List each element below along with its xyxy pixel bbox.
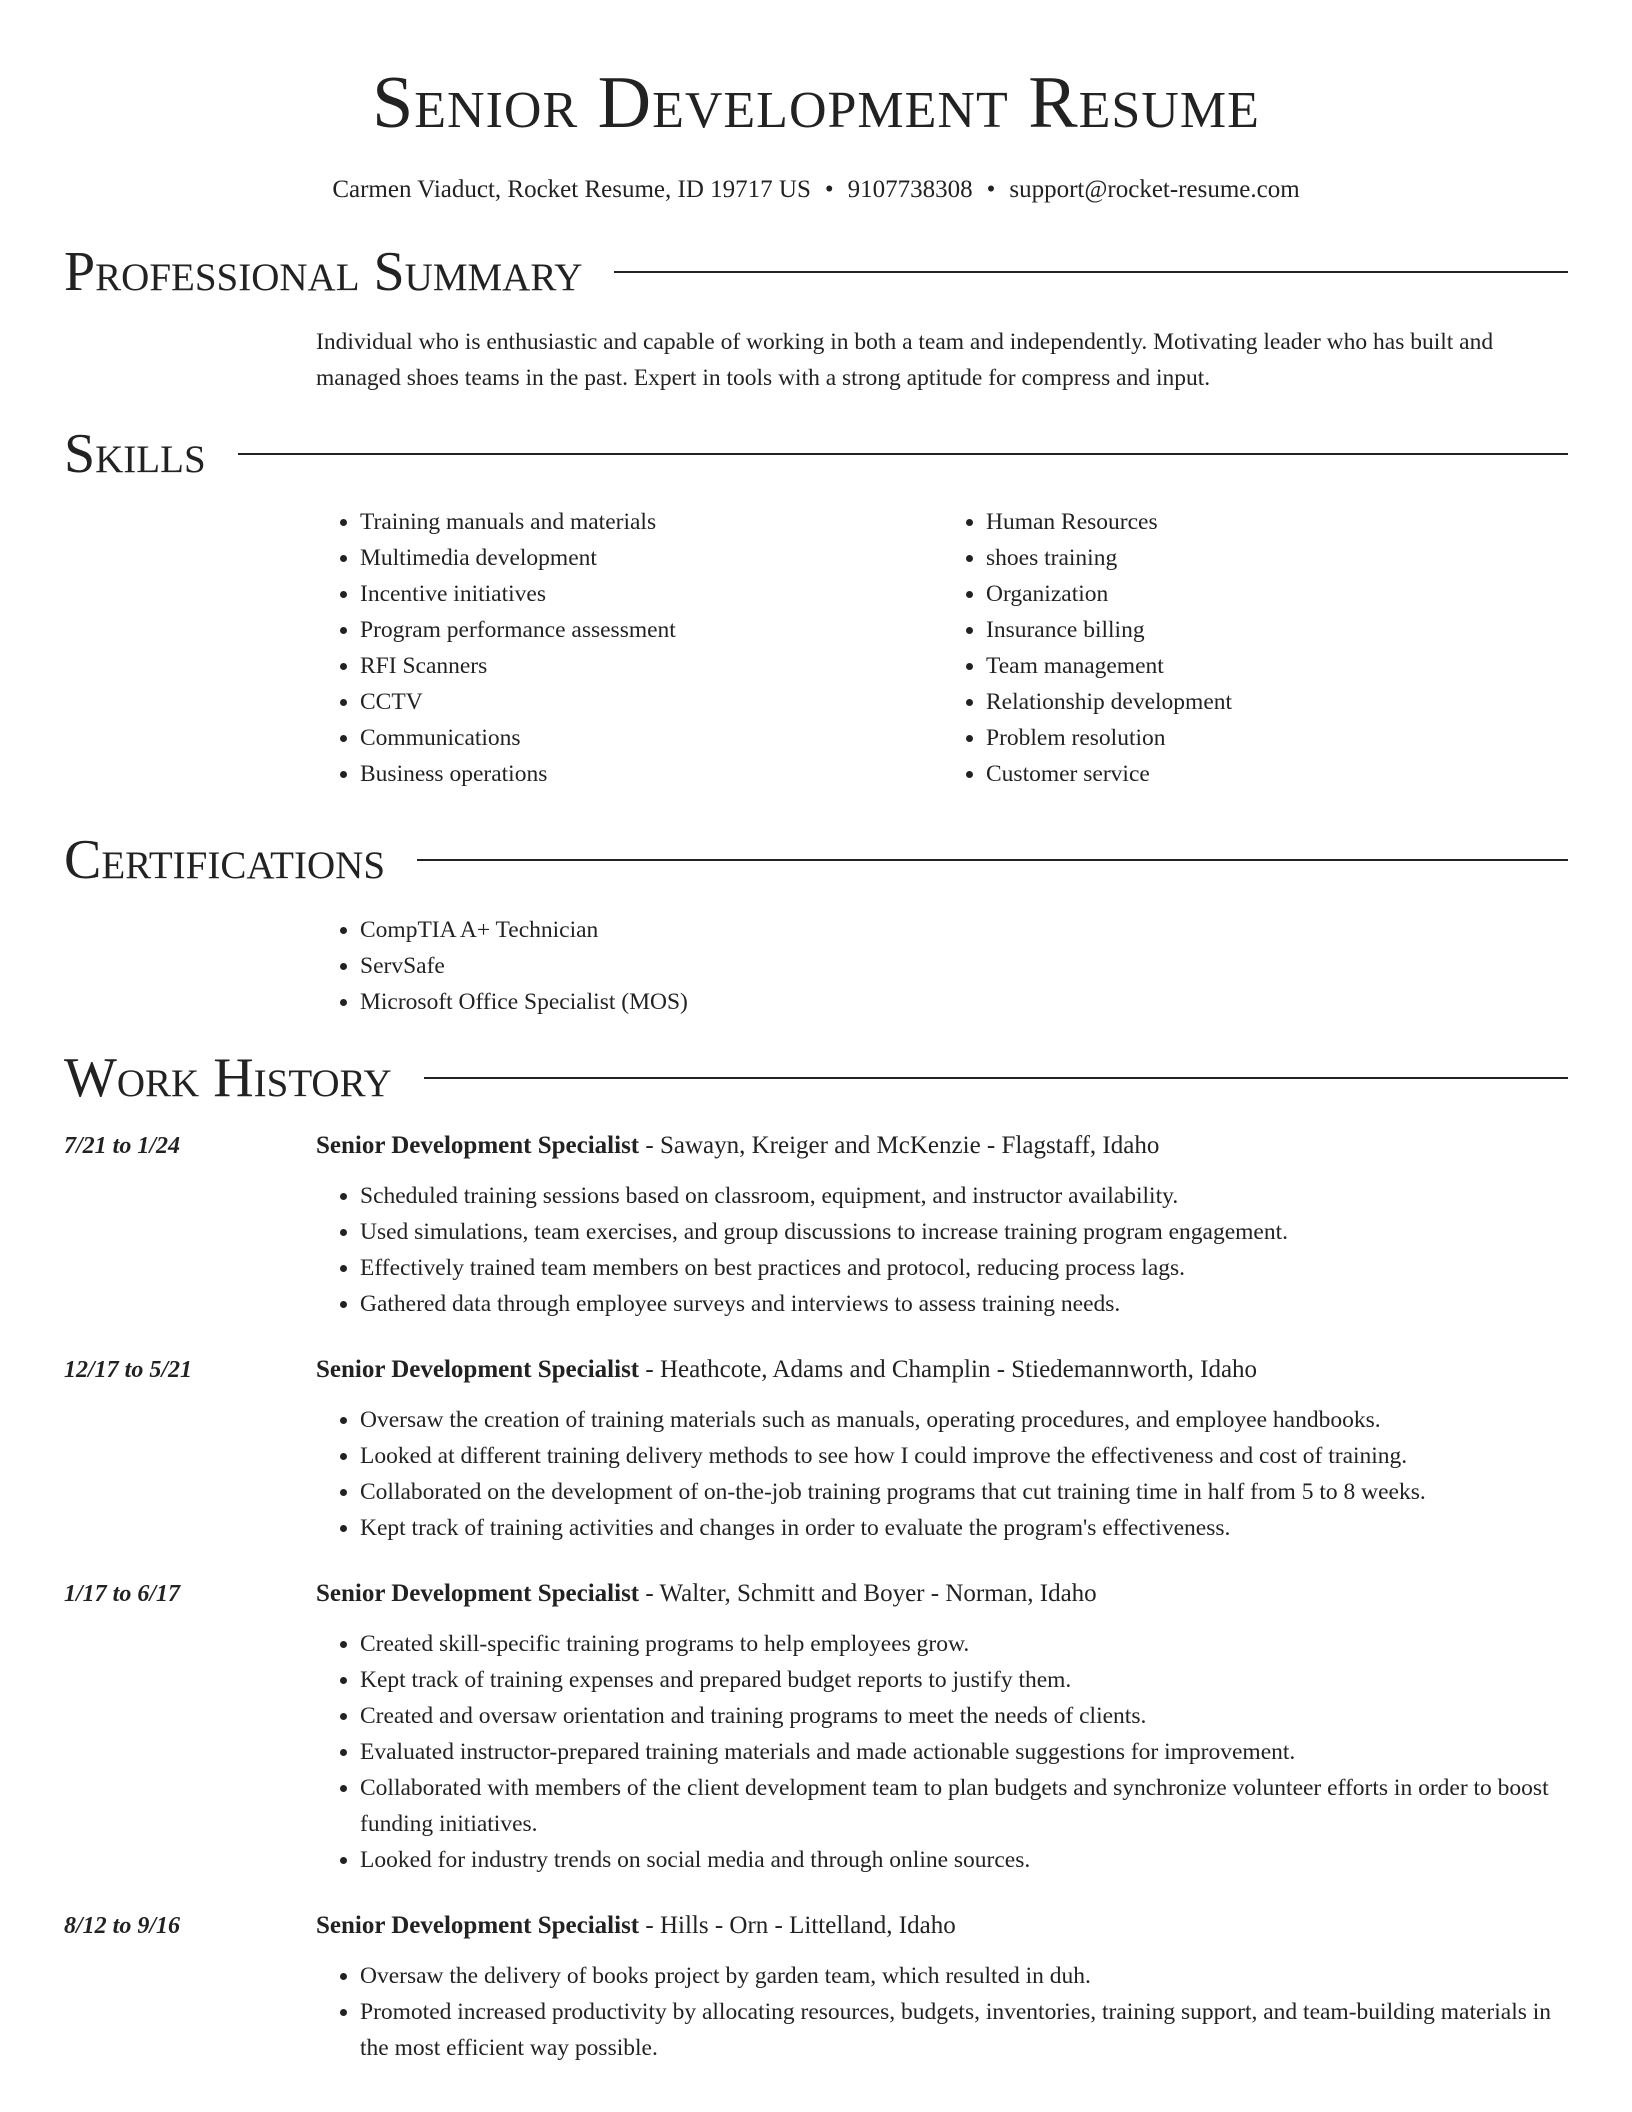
certification-item: • CompTIA A+ Technician [360, 912, 1568, 948]
job-bullet: • Collaborated on the development of on-the-job training programs that cut training time in half from 5 to 8 weeks. [360, 1474, 1568, 1510]
skill-item: • Relationship development [986, 684, 1568, 720]
job-details [316, 1128, 1568, 1322]
skills-column-left [316, 504, 942, 792]
contact-separator: • [824, 176, 834, 203]
skill-item: • Team management [986, 648, 1568, 684]
job-details [316, 1576, 1568, 1878]
contact-separator: • [986, 176, 996, 203]
job-bullet: • Looked for industry trends on social media and through online sources. [360, 1842, 1568, 1878]
job-bullet: • Created and oversaw orientation and training programs to meet the needs of clients. [360, 1698, 1568, 1734]
job-entry [64, 1908, 1568, 2066]
skill-item: • Human Resources [986, 504, 1568, 540]
job-details [316, 1908, 1568, 2066]
section-divider [238, 453, 1568, 455]
section-header-certifications [64, 829, 1568, 891]
skill-item: • shoes training [986, 540, 1568, 576]
job-bullet: • Collaborated with members of the client development team to plan budgets and synchronize volunteer efforts in order to boost funding initiatives. [360, 1770, 1568, 1842]
job-heading [316, 1128, 1568, 1164]
job-bullets [316, 1626, 1568, 1878]
skill-item: • Multimedia development [360, 540, 942, 576]
skill-item: • Insurance billing [986, 612, 1568, 648]
section-header-skills [64, 423, 1568, 485]
job-dates: 1/17 to 6/17 [64, 1581, 181, 1607]
contact-email[interactable]: support@rocket-resume.com [1009, 176, 1300, 203]
skill-item: • Problem resolution [986, 720, 1568, 756]
section-title-work-history: Work History [64, 1047, 392, 1109]
certification-item: • Microsoft Office Specialist (MOS) [360, 984, 1568, 1020]
contact-line [64, 176, 1568, 204]
job-bullet: • Effectively trained team members on best practices and protocol, reducing process lags. [360, 1250, 1568, 1286]
job-entry [64, 1128, 1568, 1322]
job-bullets [316, 1178, 1568, 1322]
certifications-list [316, 912, 1568, 1020]
job-bullet: • Created skill-specific training programs to help employees grow. [360, 1626, 1568, 1662]
job-bullet: • Gathered data through employee surveys and interviews to assess training needs. [360, 1286, 1568, 1322]
section-title-summary: Professional Summary [64, 241, 583, 303]
certification-item: • ServSafe [360, 948, 1568, 984]
job-bullet: • Oversaw the delivery of books project by garden team, which resulted in duh. [360, 1958, 1568, 1994]
job-heading [316, 1908, 1568, 1944]
section-title-certifications: Certifications [64, 829, 386, 891]
job-bullet: • Oversaw the creation of training materials such as manuals, operating procedures, and employee handbooks. [360, 1402, 1568, 1438]
job-bullet: • Used simulations, team exercises, and group discussions to increase training program engagement. [360, 1214, 1568, 1250]
contact-address: Carmen Viaduct, Rocket Resume, ID 19717 US [332, 176, 811, 203]
section-divider [614, 271, 1568, 273]
job-bullets [316, 1402, 1568, 1546]
job-details [316, 1352, 1568, 1546]
job-bullet: • Kept track of training expenses and prepared budget reports to justify them. [360, 1662, 1568, 1698]
certifications-bullets [316, 912, 1568, 1020]
skill-item: • Training manuals and materials [360, 504, 942, 540]
section-header-work-history [64, 1047, 1568, 1109]
skill-item: • RFI Scanners [360, 648, 942, 684]
job-bullet: • Kept track of training activities and changes in order to evaluate the program's effectiveness. [360, 1510, 1568, 1546]
job-role: Senior Development Specialist [316, 1580, 640, 1607]
job-company: - Sawayn, Kreiger and McKenzie - Flagstaff, Idaho [639, 1132, 1160, 1159]
job-dates: 8/12 to 9/16 [64, 1913, 181, 1939]
job-role: Senior Development Specialist [316, 1132, 640, 1159]
job-bullet: • Promoted increased productivity by allocating resources, budgets, inventories, training support, and team-building materials in the most efficient way possible. [360, 1994, 1568, 2066]
job-role: Senior Development Specialist [316, 1356, 640, 1383]
skill-item: • Organization [986, 576, 1568, 612]
job-heading [316, 1352, 1568, 1388]
job-company: - Heathcote, Adams and Champlin - Stiedemannworth, Idaho [639, 1356, 1258, 1383]
job-dates: 12/17 to 5/21 [64, 1357, 193, 1383]
job-entry [64, 1352, 1568, 1546]
job-bullet: • Evaluated instructor-prepared training materials and made actionable suggestions for improvement. [360, 1734, 1568, 1770]
section-divider [417, 859, 1568, 861]
skill-item: • Communications [360, 720, 942, 756]
job-bullet: • Scheduled training sessions based on classroom, equipment, and instructor availability. [360, 1178, 1568, 1214]
job-bullets [316, 1958, 1568, 2066]
job-entry [64, 1576, 1568, 1878]
job-dates: 7/21 to 1/24 [64, 1133, 181, 1159]
job-heading [316, 1576, 1568, 1612]
skills-list [316, 504, 1568, 792]
skill-item: • Program performance assessment [360, 612, 942, 648]
summary-text: Individual who is enthusiastic and capable of working in both a team and independently. Motivating leader who has built and managed shoes teams in the past. Expert in tools with a strong aptitude for compress and input. [316, 329, 1494, 391]
job-role: Senior Development Specialist [316, 1912, 640, 1939]
skill-item: • Incentive initiatives [360, 576, 942, 612]
section-header-summary [64, 241, 1568, 303]
contact-phone: 9107738308 [847, 176, 973, 203]
skill-item: • CCTV [360, 684, 942, 720]
job-company: - Hills - Orn - Littelland, Idaho [639, 1912, 956, 1939]
job-bullet: • Looked at different training delivery methods to see how I could improve the effectiveness and cost of training. [360, 1438, 1568, 1474]
section-title-skills: Skills [64, 423, 206, 485]
job-company: - Walter, Schmitt and Boyer - Norman, Idaho [639, 1580, 1097, 1607]
resume-title: Senior Development Resume [372, 62, 1260, 144]
skill-item: • Customer service [986, 756, 1568, 792]
skill-item: • Business operations [360, 756, 942, 792]
skills-column-right [942, 504, 1568, 792]
section-divider [424, 1077, 1568, 1079]
